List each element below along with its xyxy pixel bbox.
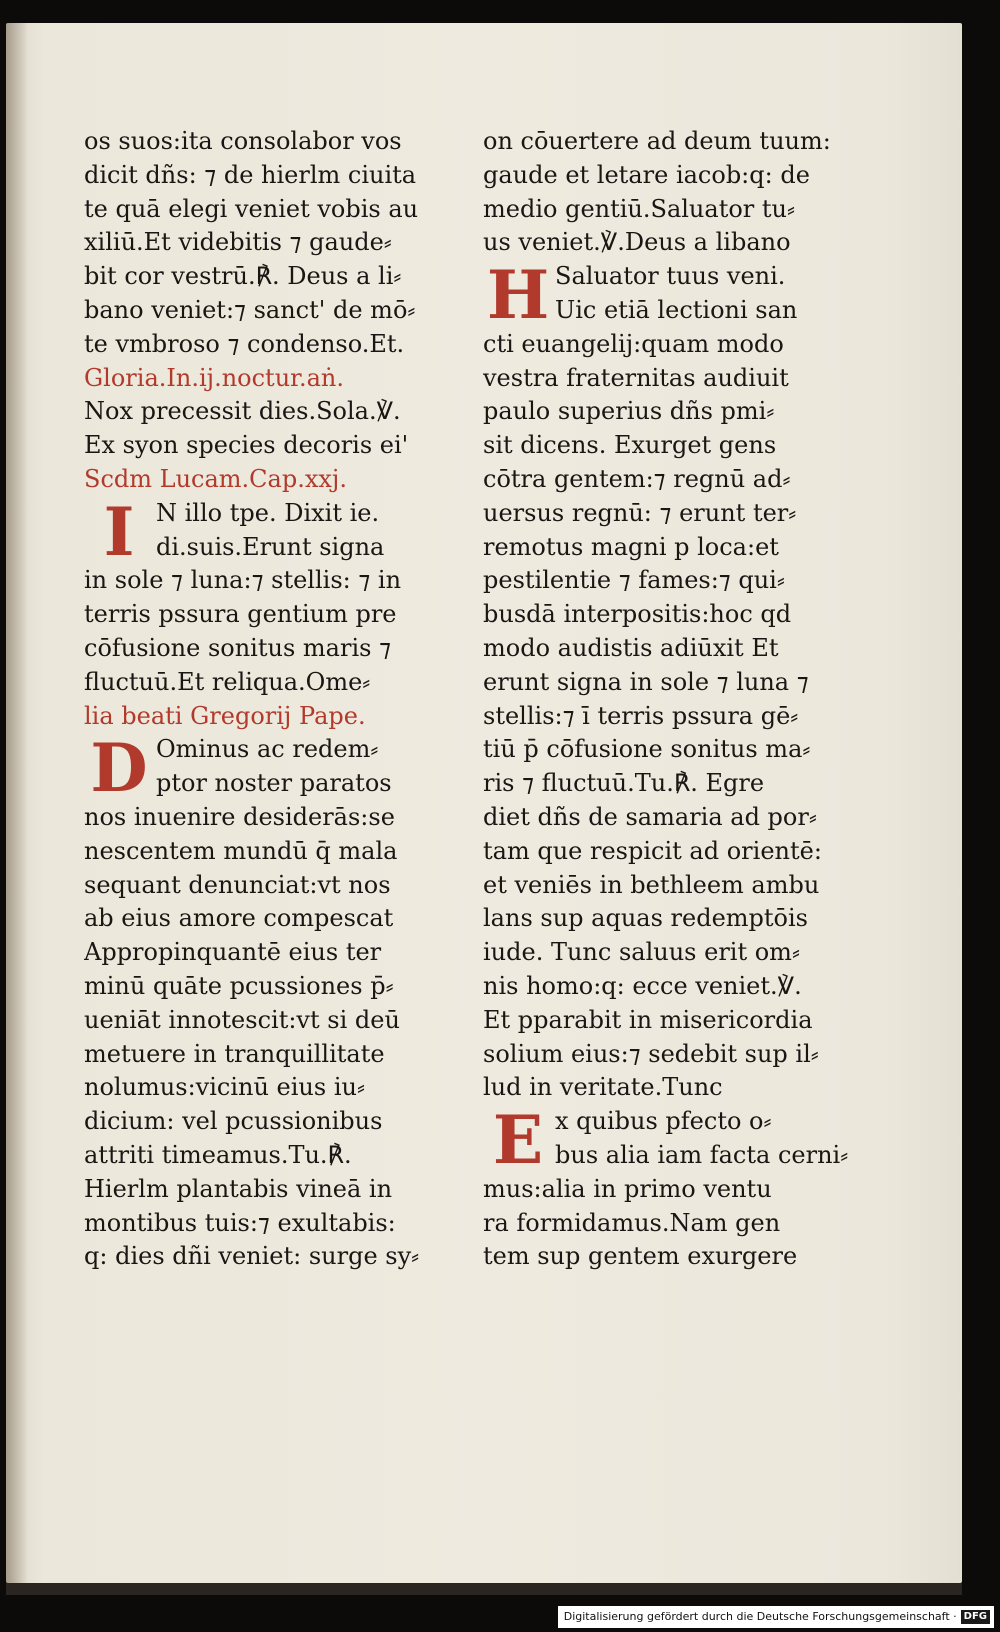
text-line: fluctuū.Et reliqua.Ome⸗ xyxy=(84,667,371,696)
text-line: Uic etiā lectioni san xyxy=(555,295,798,324)
initial-letter-h: H xyxy=(486,256,550,335)
text-line: tiū p̄ cōfusione sonitus ma⸗ xyxy=(483,735,811,764)
text-line: modo audistis adiūxit Et xyxy=(483,633,779,662)
text-line: ab eius amore compescat xyxy=(84,904,394,933)
text-line: ptor noster paratos xyxy=(156,769,392,798)
right-block-a xyxy=(483,125,855,260)
text-line: xiliū.Et videbitis ⁊ gaude⸗ xyxy=(84,228,392,257)
left-text-column xyxy=(84,125,456,1274)
page-gutter-shadow xyxy=(6,23,28,1583)
text-line: Nox precessit dies.Sola.℣. xyxy=(84,397,401,426)
text-line: solium eius:⁊ sedebit sup il⸗ xyxy=(483,1039,819,1068)
text-line: cōtra gentem:⁊ regnū ad⸗ xyxy=(483,464,791,493)
text-line: nolumus:vicinū eius iu⸗ xyxy=(84,1073,365,1102)
dfg-logo: DFG xyxy=(961,1610,990,1624)
text-line: erunt signa in sole ⁊ luna ⁊ xyxy=(483,667,809,696)
left-block-c-wrap xyxy=(84,729,456,1274)
text-line: os suos:ita consolabor vos xyxy=(84,127,402,155)
text-line: tem sup gentem exurgere xyxy=(483,1242,798,1271)
digitization-credit xyxy=(558,1606,994,1628)
text-line: sit dicens. Exurget gens xyxy=(483,431,777,460)
text-line: te vmbroso ⁊ condenso.Et. xyxy=(84,329,405,358)
text-line: montibus tuis:⁊ exultabis: xyxy=(84,1208,396,1237)
text-line: attriti timeamus.Tu.℟. xyxy=(84,1140,352,1169)
initial-letter-d: D xyxy=(90,729,148,808)
left-block-c xyxy=(84,729,456,1274)
page-bottom-edge xyxy=(6,1583,962,1595)
text-line: Scdm Lucam.Cap.xxj. xyxy=(84,464,347,493)
text-line: metuere in tranquillitate xyxy=(84,1039,385,1068)
text-line: Appropinquantē eius ter xyxy=(84,938,382,967)
text-line: iude. Tunc saluus erit om⸗ xyxy=(483,938,800,967)
text-line: Ex syon species decoris ei' xyxy=(84,431,409,460)
text-line: paulo superius dñs pmi⸗ xyxy=(483,397,775,426)
text-line: ra formidamus.Nam gen xyxy=(483,1208,781,1237)
text-line: bit cor vestrū.℟. Deus a li⸗ xyxy=(84,262,402,291)
text-line: medio gentiū.Saluator tu⸗ xyxy=(483,194,795,223)
initial-letter-i: I xyxy=(103,492,135,571)
text-line: Et pparabit in misericordia xyxy=(483,1005,813,1034)
initial-letter-e: E xyxy=(492,1101,544,1180)
text-line: uersus regnū: ⁊ erunt ter⸗ xyxy=(483,498,797,527)
text-line: cōfusione sonitus maris ⁊ xyxy=(84,633,391,662)
text-line: ris ⁊ fluctuū.Tu.℟. Egre xyxy=(483,769,765,798)
left-block-b-wrap xyxy=(84,492,456,734)
text-line: diet dñs de samaria ad por⸗ xyxy=(483,802,817,831)
text-line: stellis:⁊ ī terris pssura gē⸗ xyxy=(483,701,799,730)
right-block-b xyxy=(483,256,855,1105)
text-line: mus:alia in primo ventu xyxy=(483,1174,772,1203)
right-block-b-wrap xyxy=(483,256,855,1105)
text-line: nescentem mundū q̄ mala xyxy=(84,836,398,865)
text-line: Hierlm plantabis vineā in xyxy=(84,1174,393,1203)
text-line: pestilentie ⁊ fames:⁊ qui⸗ xyxy=(483,566,785,595)
text-line: Gloria.In.ij.noctur.aṅ. xyxy=(84,363,345,392)
text-line: dicit dñs: ⁊ de hierlm ciuita xyxy=(84,160,417,189)
text-line: x quibus pfecto o⸗ xyxy=(555,1107,772,1136)
text-line: dicium: vel pcussionibus xyxy=(84,1107,383,1136)
text-line: minū quāte pcussiones p̄⸗ xyxy=(84,971,394,1000)
text-line: q: dies dñi veniet: surge sy⸗ xyxy=(84,1242,420,1271)
text-line: Ominus ac redem⸗ xyxy=(156,735,379,764)
text-line: te quā elegi veniet vobis au xyxy=(84,194,419,223)
text-line: sequant denunciat:vt nos xyxy=(84,870,391,899)
text-line: vestra fraternitas audiuit xyxy=(483,363,789,392)
text-line: ueniāt innotescit:vt si deū xyxy=(84,1005,400,1034)
text-line: bano veniet:⁊ sanct' de mō⸗ xyxy=(84,295,416,324)
credit-text: Digitalisierung gefördert durch die Deutsche Forschungsgemeinschaft · xyxy=(563,1610,957,1623)
text-line: remotus magni p loca:et xyxy=(483,532,779,561)
text-line: et veniēs in bethleem ambu xyxy=(483,870,820,899)
text-line: on cōuertere ad deum tuum: xyxy=(483,127,831,155)
text-line: bus alia iam facta cerni⸗ xyxy=(555,1140,849,1169)
right-text-column xyxy=(483,125,855,1274)
text-line: lia beati Gregorij Pape. xyxy=(84,701,366,730)
text-line: N illo tpe. Dixit ie. xyxy=(156,498,380,527)
left-block-a xyxy=(84,125,456,497)
text-line: nos inuenire desiderās:se xyxy=(84,802,395,831)
text-line: lans sup aquas redemptōis xyxy=(483,904,808,933)
text-line: lud in veritate.Tunc xyxy=(483,1073,723,1102)
text-line: nis homo:q: ecce veniet.℣. xyxy=(483,971,802,1000)
text-line: in sole ⁊ luna:⁊ stellis: ⁊ in xyxy=(84,566,402,595)
text-line: gaude et letare iacob:q: de xyxy=(483,160,810,189)
text-line: us veniet.℣.Deus a libano xyxy=(483,228,791,257)
text-line: di.suis.Erunt signa xyxy=(156,532,385,561)
text-line: busdā interpositis:hoc qd xyxy=(483,600,792,629)
text-line: tam que respicit ad orientē: xyxy=(483,836,822,865)
right-block-c-wrap xyxy=(483,1101,855,1274)
text-line: Saluator tuus veni. xyxy=(555,262,786,291)
text-line: cti euangelij:quam modo xyxy=(483,329,784,358)
text-line: terris pssura gentium pre xyxy=(84,600,397,629)
